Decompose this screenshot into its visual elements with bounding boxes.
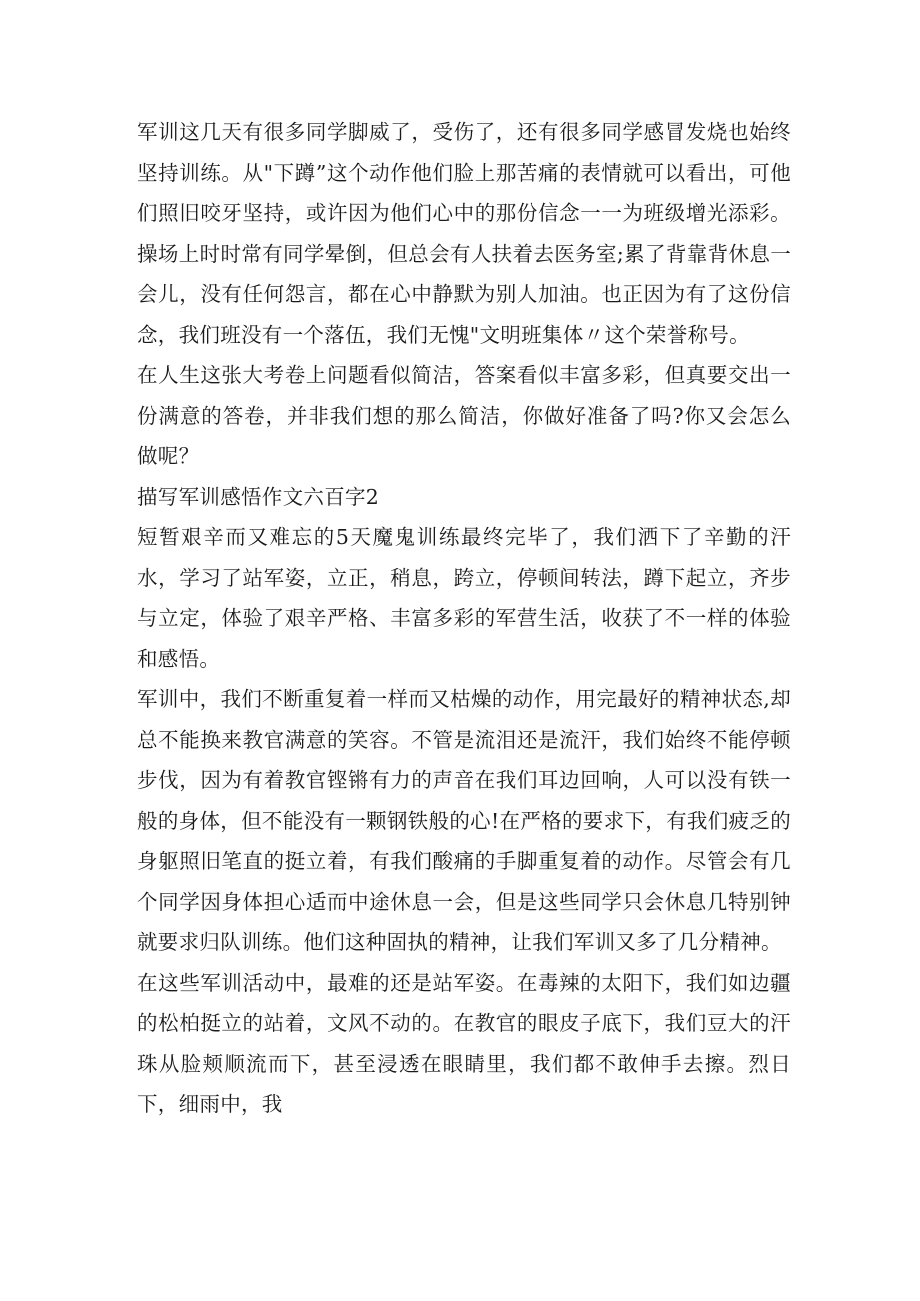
paragraph-5: 在这些军训活动中，最难的还是站军姿。在毒辣的太阳下，我们如边疆的松柏挺立的站着，文风不动的。在教官的眼皮子底下，我们豆大的汗珠从脸颊顺流而下，甚至浸透在眼睛里，我们都不敢伸手去擦。烈日下，细雨中，我: [137, 970, 791, 1116]
section-heading: 描写军训感悟作文六百字2: [137, 484, 380, 509]
paragraph-2: 在人生这张大考卷上问题看似简洁，答案看似丰富多彩，但真要交出一份满意的答卷，并非我们想的那么简洁，你做好准备了吗?你又会怎么做呢？: [137, 363, 791, 468]
paragraph-4: 军训中，我们不断重复着一样而又枯燥的动作，用完最好的精神状态,却总不能换来教官满意的笑容。不管是流泪还是流汗，我们始终不能停顿步伐，因为有着教官铿锵有力的声音在我们耳边回响，人可以没有铁一般的身体，但不能没有一颗钢铁般的心!在严格的要求下，有我们疲乏的身躯照旧笔直的挺立着，有我们酸痛的手脚重复着的动作。尽管会有几个同学因身体担心适而中途休息一会，但是这些同学只会休息几特别钟就要求归队训练。他们这种固执的精神，让我们军训又多了几分精神。: [137, 687, 791, 954]
document-page: [137, 112, 791, 1125]
paragraph-3: 短暂艰辛而又难忘的5天魔鬼训练最终完毕了，我们洒下了辛勤的汗水，学习了站军姿，立正，稍息，跨立，停顿间转法，蹲下起立，齐步与立定，体验了艰辛严格、丰富多彩的军营生活，收获了不一样的体验和感悟。: [137, 525, 791, 671]
paragraph-1: 军训这几天有很多同学脚威了，受伤了，还有很多同学感冒发烧也始终坚持训练。从"下蹲”这个动作他们脸上那苦痛的表情就可以看出，可他们照旧咬牙坚持，或许因为他们心中的那份信念一一为班级增光添彩。操场上时时常有同学晕倒，但总会有人扶着去医务室;累了背靠背休息一会儿，没有任何怨言，都在心中静默为别人加油。也正因为有了这份信念，我们班没有一个落伍，我们无愧"文明班集体〃这个荣誉称号。: [137, 120, 791, 347]
